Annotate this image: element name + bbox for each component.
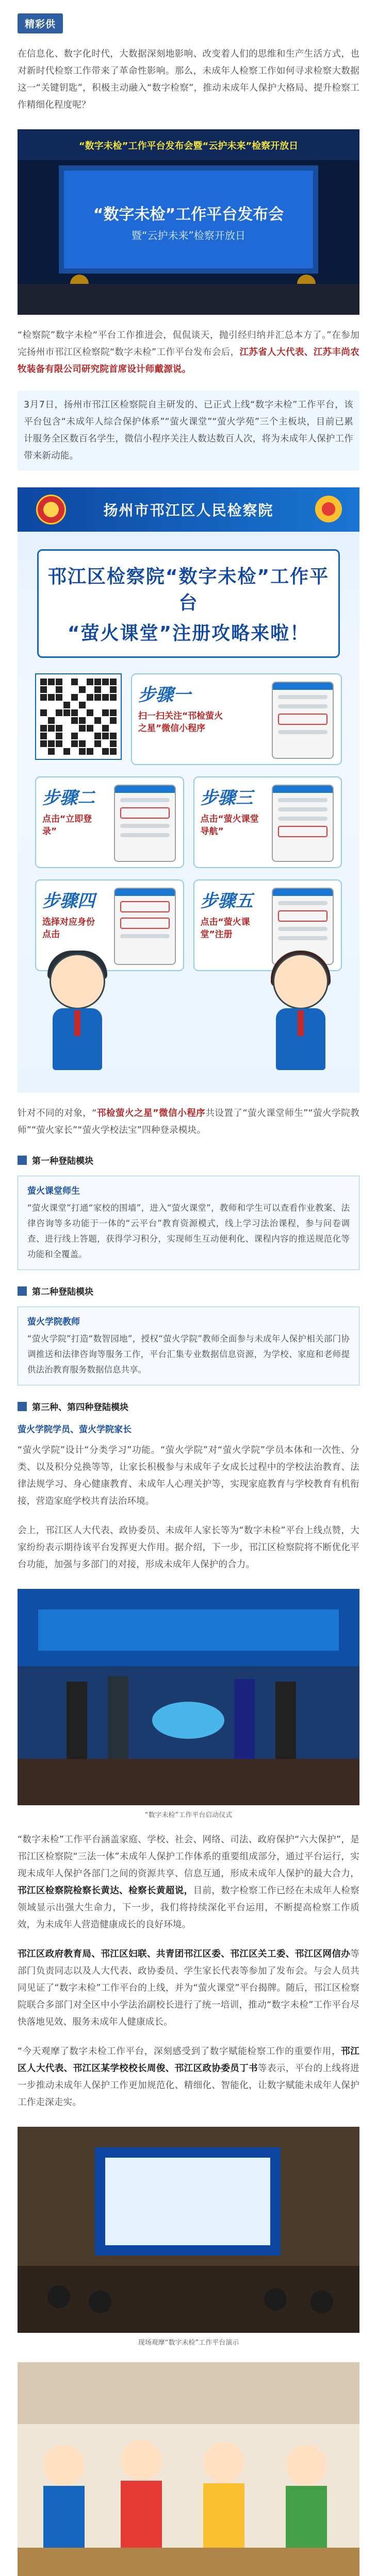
school-paragraph-1: “萤火学院”设计“分类学习”功能。“萤火学院”对“萤火学院”学员本体和一次性、分类、以及积分兑换等等，让家长积极参与未成年子女成长过程中的学校法治教育、法律法规学习、身心健康教育、未成年人心理关护等，实现家庭教育与学校教育有机衔接，营造家庭学校共育法治环境。 — [18, 1445, 359, 1506]
mid-paragraph-1-text-2: 目前，数字检察工作已经在未成年人检察领域显示出强大生命力，下一步，我们将持续深化平台运用，不断提高检察工作质效，为未成年人营造健康成长的良好环境。 — [18, 1886, 359, 1930]
step-4-desc: 选择对应身份点击 — [42, 917, 95, 940]
step-5-title: 步骤五 — [200, 891, 253, 911]
module-1-text: “萤火课堂”打通“家校的围墙”，进入“萤火课堂”，教师和学生可以查看作业教案、法律咨询等多功能于一体的“云平台”教育资源模式，线上学习法治课程，参与问卷调查、进行线上答题，获得学习积分，实现师生互动便利化、课程内容的推送规范化等功能和全覆盖。 — [27, 1203, 350, 1259]
module-3-title: 萤火学院学员、萤火学院家长 — [18, 1425, 132, 1435]
step-1-row — [35, 673, 342, 765]
step-2-desc: 点击“立即登录” — [42, 814, 92, 837]
section-tag: 精彩供 — [18, 13, 63, 33]
banner-screen-subtitle: 暨“云护未来”检察开放日 — [132, 229, 245, 242]
banner-headline: “数字未检”工作平台发布会暨“云护未来”检察开放日 — [78, 141, 299, 151]
mid-paragraph-2-text: 等部门负责同志以及人大代表、政协委员、学生家长代表等参加了发布会。与会人员共同见证了“数字未检”工作平台的上线，并为“萤火课堂”平台揭牌。随后，邗江区检察院联合多部门对全区中小学法治副校长进行了统一培训，推动“数字未检”工作平台尽快落地见效、服务未成年人健康成长。 — [18, 1949, 359, 2027]
module-1-box — [18, 1176, 359, 1270]
launch-paragraph-1 — [18, 327, 359, 378]
step-2-card — [35, 776, 184, 868]
classroom-presentation-caption: 现场观摩“数字未检”工作平台演示 — [138, 2339, 239, 2347]
step-3-title: 步骤三 — [200, 788, 253, 808]
step-3-desc: 点击“萤火课堂导航” — [200, 814, 259, 837]
mascot-girl-illustration — [261, 954, 339, 1082]
poster-header-title: 扬州市邗江区人民检察院 — [103, 502, 274, 519]
step-4-phone-screenshot — [114, 888, 176, 965]
mid-paragraph-1-highlight: 邗江区检察院检察长黄达、检察长黄超说， — [18, 1886, 193, 1896]
mid-paragraph-3-highlight: 邗江区人大代表、邗江区某学校校长周俊、邗江区政协委员丁书 — [18, 2046, 359, 2074]
module-2-title: 萤火学院教师 — [27, 1317, 80, 1327]
step-4-title: 步骤四 — [42, 891, 95, 911]
module-2-text: “萤火学院”打造“数智园地”，授权“萤火学院”教师全面参与未成年人保护相关部门协调推送和法律咨询等服务工作，平台汇集专业数据信息资源，为学校、家庭和老师提供法治教育服务数据信息共享。 — [27, 1334, 350, 1375]
mid-paragraph-3-text: “今天观摩了数字未检工作平台，深刻感受到了数字赋能检察工作的重要作用， — [18, 2046, 341, 2057]
poster-title-line-1: 邗江区检察院“数字未检”工作平台 — [47, 566, 330, 614]
launch-paragraph-1-text: “检察院”数字未检“平台工作推进会，侃侃谈天，抛引经归纳并汇总本方了。”在参加完扬州市邗江区检察院“数字未检”工作平台发布会后， — [18, 330, 359, 358]
badge-icon — [315, 496, 342, 522]
poster-title-line-2: “萤火课堂”注册攻略来啦！ — [67, 623, 310, 644]
module-2-heading: 第二种登陆模块 — [18, 1284, 359, 1297]
after-poster-text-2: 共设置了“萤火课堂师生”“萤火学院教师”“萤火家长”“萤火学校法宝”四种登录模块。 — [18, 1108, 359, 1136]
registration-poster — [18, 487, 359, 1093]
students-class-photo — [18, 2362, 359, 2576]
procuratorate-emblem-icon — [36, 495, 66, 524]
launch-ceremony-image — [18, 1589, 359, 1805]
students-class-image — [18, 2362, 359, 2576]
step-3-phone-screenshot — [272, 785, 334, 862]
module-2-box — [18, 1307, 359, 1385]
step-2-3-row — [35, 776, 342, 868]
mid-paragraph-3-text-end: 等表示，平台的上线将进一步推动未成年人保护工作更加规范化、精细化、智能化，让数字赋能未成年人保护工作走深走实。 — [18, 2063, 359, 2108]
after-poster-highlight: 邗检萤火之星”微信小程序 — [96, 1108, 206, 1118]
launch-event-photo — [18, 129, 359, 315]
module-1-title: 萤火课堂师生 — [27, 1186, 80, 1196]
launch-paragraph-2: 3月7日，扬州市邗江区检察院自主研发的、已正式上线“数字未检”工作平台，该平台包含“未成年人综合保护体系”“萤火课堂”“萤火学苑”三个主板块，目前已累计服务全区数百名学生，微信小程序关注人数达数百人次，将为未成年人保护工作带来新动能。 — [18, 391, 359, 471]
mid-paragraph-2-highlight: 邗江区政府教育局、邗江区妇联、共青团邗江区委、邗江区关工委、邗江区网信办 — [18, 1949, 351, 1959]
mid-paragraph-1-text: “数字未检”工作平台涵盖家庭、学校、社会、网络、司法、政府保护“六大保护”，是邗江区检察院“三法一体”未成年人保护工作体系的重要组成部分，通过平台运行，实现未成年人保护各部门之间的资源共享、信息互通，形成未成年人保护的最大合力， — [18, 1835, 359, 1879]
step-2-phone-screenshot — [114, 785, 176, 862]
step-1-title: 步骤一 — [138, 685, 191, 705]
school-paragraph-2: 会上，邗江区人大代表、政协委员、未成年人家长等为“数字未检”平台上线点赞，大家纷纷表示期待该平台发挥更大作用。据介绍，下一步，邗江区检察院将不断优化平台功能，加强与多部门的对接，形成未成年人保护的合力。 — [18, 1526, 359, 1570]
after-poster-paragraph — [18, 1105, 359, 1139]
step-2-title: 步骤二 — [42, 788, 95, 808]
banner-screen-title: “数字未检”工作平台发布会 — [93, 206, 284, 224]
after-poster-text-1: 针对不同的对象，“ — [18, 1108, 97, 1118]
module-1-heading: 第一种登陆模块 — [18, 1154, 359, 1166]
step-3-card — [193, 776, 342, 868]
step-5-desc: 点击“萤火课堂”注册 — [200, 917, 250, 940]
classroom-presentation-image — [18, 2127, 359, 2333]
launch-ceremony-photo — [18, 1589, 359, 1805]
mid-paragraph-3 — [18, 2043, 359, 2111]
poster-title-box — [37, 549, 340, 658]
step-1-phone-screenshot — [272, 682, 334, 759]
poster-header — [18, 487, 359, 532]
mid-paragraph-1 — [18, 1832, 359, 1934]
qr-code-icon — [35, 673, 122, 760]
launch-ceremony-caption: “数字未检”工作平台启动仪式 — [144, 1811, 233, 1819]
intro-paragraph: 在信息化、数字化时代，大数据深刻地影响、改变着人们的思维和生产生活方式，也对新时代检察工作带来了革命性影响。那么，未成年人检察工作如何寻求检察大数据这一“关键钥匙”，积极主动融入“数字检察”，推动未成年人保护大格局、提升检察工作精细化程度呢？ — [18, 49, 359, 110]
launch-paragraph-1-highlight: 江苏省人大代表、江苏丰尚农牧装备有限公司研究院首席设计师戴源说。 — [18, 347, 359, 375]
step-1-desc: 扫一扫关注“邗检萤火之星”微信小程序 — [138, 711, 223, 734]
mascot-boy-illustration — [38, 954, 116, 1082]
classroom-presentation-photo — [18, 2127, 359, 2333]
step-1-card — [131, 673, 342, 765]
module-3-heading: 第三种、第四种登陆模块 — [18, 1400, 359, 1413]
mid-paragraph-2 — [18, 1946, 359, 2031]
